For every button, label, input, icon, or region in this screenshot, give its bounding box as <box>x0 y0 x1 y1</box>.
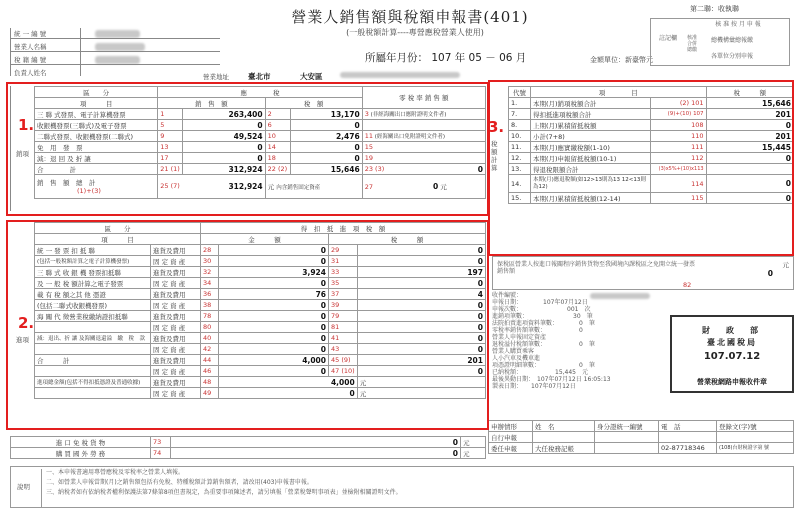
tax-reg-label: 稅 籍 編 號 <box>14 56 47 64</box>
sales-header-category: 區 分 <box>35 87 158 98</box>
field-code: 31 <box>329 256 358 267</box>
taxcalc-header-code: 代號 <box>509 87 531 98</box>
purchase-sub: 固 定 資 產 <box>151 256 201 267</box>
field-code: 13 <box>158 142 183 153</box>
field-code: 73 <box>151 437 171 448</box>
receipt-line: 已納稅額： 15,445 元 <box>492 369 588 376</box>
sales-header-tax: 稅 額 <box>265 98 362 109</box>
address-value: 臺北市 <box>248 72 271 81</box>
purchase-sub: 固 定 資 產 <box>151 388 201 399</box>
purchase-label: 減：退出、折 讓 及海關退還溢 繳 稅 款 <box>35 333 151 344</box>
form-title: 營業人銷售額與稅額申報書(401) <box>291 8 529 26</box>
sales-tax: 2,476 <box>290 131 362 142</box>
notes-block <box>10 466 794 508</box>
purchase-tax: 0 <box>357 333 485 344</box>
purchase-amount: 0 <box>219 344 329 355</box>
taxcalc-code: 7. <box>509 109 531 120</box>
field-code: 47 (10) <box>329 366 358 377</box>
taxcalc-item: 得扣抵進項稅額合計 <box>530 109 650 120</box>
purchase-header-tax: 稅 額 <box>329 234 486 245</box>
field-code: 30 <box>201 256 219 267</box>
purchase-amount: 4,000 <box>219 377 358 388</box>
taxcalc-item: 上期(月)累積留抵稅額 <box>530 120 650 131</box>
taxcalc-value: 15,445 <box>706 142 793 153</box>
sales-amount: 0 <box>183 153 265 164</box>
purchase-label: (包括一般稅額計算之電子計算機發票) <box>35 256 151 267</box>
filing-method-box <box>650 18 790 66</box>
unit-label: 元 <box>461 448 486 459</box>
taxcalc-header-tax: 稅 額 <box>706 87 793 98</box>
receipt-line: 進銷項筆數： 30 筆 <box>492 313 593 320</box>
field-code: 82 <box>683 281 692 289</box>
purchase-sub: 進貨及費用 <box>151 267 201 278</box>
purchase-tax: 0 <box>357 344 485 355</box>
bonded-note: 保稅區營業人按進口報關程序銷售貨物至我國境內課稅區之免開立統一發票銷售額 <box>497 261 696 275</box>
field-code: (9)+(10) 107 <box>650 109 706 120</box>
unit-label: 元 <box>461 437 486 448</box>
field-code: 1 <box>158 109 183 120</box>
field-code: 18 <box>265 153 290 164</box>
field-code: 110 <box>650 131 706 142</box>
table-row <box>489 443 794 454</box>
field-code: 17 <box>158 153 183 164</box>
purchase-label: 及 一 般 稅 額計算之電子發票 <box>35 278 151 289</box>
method-label: 核 准 按 月 申 報 <box>715 21 761 28</box>
sales-header-zero: 零 稅 率 銷 售 額 <box>362 87 485 109</box>
foreign-service-label: 購 買 國 外 勞 務 <box>11 448 151 459</box>
receipt-line: 申報日期： 107年07月12日 <box>492 299 588 306</box>
address-label: 營業地址 <box>203 73 229 81</box>
taxcalc-code: 15. <box>509 193 531 204</box>
purchase-tax: 0 <box>357 278 485 289</box>
combined-label: 核准合併總繳 <box>687 35 698 53</box>
purchase-amount: 0 <box>219 300 329 311</box>
purchase-label: 合 計 <box>35 355 151 366</box>
purchase-tax: 0 <box>357 245 485 256</box>
company-name-label: 營業人名稱 <box>14 43 47 51</box>
highlight-box-taxcalc <box>488 80 794 256</box>
field-code: 6 <box>265 120 290 131</box>
sales-header-taxable: 應 稅 <box>158 87 362 98</box>
sales-amount: 0 <box>183 142 265 153</box>
purchase-amount: 76 <box>219 289 329 300</box>
period <box>365 50 526 65</box>
notes-label: 說明 <box>17 483 30 491</box>
purchase-label: 統 一 發 票 扣 抵 聯 <box>35 245 151 256</box>
sales-amount: 0 <box>183 120 265 131</box>
stamp-line: 營業稅網路申報收件章 <box>697 378 767 386</box>
receipt-line: 人小汽車及機車進 <box>492 355 541 362</box>
taxcalc-header-item: 項 目 <box>530 87 706 98</box>
unit-label: 元 <box>782 261 789 269</box>
sales-zero-total: 23 (3) 0 <box>362 164 485 175</box>
receipt-line: 營業人申報固定資產 <box>492 334 547 341</box>
sales-row-label: 免 用 發 票 <box>35 142 158 153</box>
field-code: 9 <box>158 131 183 142</box>
stamp-line: 財 政 部 <box>702 326 762 335</box>
purchase-tax: 0 <box>357 311 485 322</box>
table-row <box>11 448 486 459</box>
highlight-box-purchase <box>6 220 489 430</box>
masked-tax-reg <box>95 56 140 64</box>
field-code: 22 (2) <box>265 164 290 175</box>
purchase-sub: 進貨及費用 <box>151 333 201 344</box>
taxcalc-side-label: 稅額計算 <box>491 140 498 172</box>
taxcalc-value: 0 <box>706 120 793 131</box>
purchase-label: (包括二聯式收銀機發票) <box>35 300 151 311</box>
purchase-label: 載 有 稅 額之其 他 憑證 <box>35 289 151 300</box>
field-code: 21 (1) <box>158 164 183 175</box>
purchase-header-amount: 金 額 <box>201 234 329 245</box>
handler-header: 電 話 <box>659 421 717 432</box>
taxcalc-code: 12. <box>509 153 531 164</box>
purchase-header-main: 得 扣 抵 進 項 稅 額 <box>201 223 486 234</box>
receipt-line: 退稅溢付稅額筆數： 0 筆 <box>492 341 595 348</box>
taxcalc-code: 11. <box>509 142 531 153</box>
purchase-sub: 固 定 資 產 <box>151 278 201 289</box>
purchase-amount: 0 <box>219 366 329 377</box>
purchase-amount: 0 <box>219 322 329 333</box>
taxcalc-code: 8. <box>509 120 531 131</box>
sales-amount: 49,524 <box>183 131 265 142</box>
sales-zero-note: 3 (非經海關出口應附證明文件者) <box>362 109 485 120</box>
purchase-amount: 0 <box>219 333 329 344</box>
period-value: 107 年 05 － 06 月 <box>431 52 527 64</box>
purchase-amount: 0 <box>219 245 329 256</box>
stamp-date: 107.07.12 <box>703 351 761 362</box>
purchase-sub: 固 定 資 產 <box>151 300 201 311</box>
taxcalc-item: 本期(月)應實繳稅額(1-10) <box>530 142 650 153</box>
handler-header: 姓 名 <box>533 421 595 432</box>
sales-fixed-assets: 27 0 元 <box>362 175 485 199</box>
sales-header-amount: 銷 售 額 <box>158 98 265 109</box>
sales-total-cell: 25 (7) 312,924 <box>158 175 265 199</box>
unit-label: 元 <box>357 377 485 388</box>
form-subtitle: (一般稅額計算----專營應稅營業人使用) <box>346 28 484 37</box>
branch-filing: 各單位分別申報 <box>711 53 754 60</box>
masked-tax-id <box>95 30 140 38</box>
field-code: 29 <box>329 245 358 256</box>
taxcalc-code: 10. <box>509 131 531 142</box>
sales-tax: 0 <box>290 120 362 131</box>
purchase-header-item: 項 目 <box>35 234 201 245</box>
purchase-sub: 進貨及費用 <box>151 311 201 322</box>
taxcalc-value: 0 <box>706 153 793 164</box>
field-code: 79 <box>329 311 358 322</box>
receipt-line: 收件編號： <box>492 292 523 299</box>
field-code: (3)x5%+(10)x113 <box>650 164 706 175</box>
purchase-header-category: 區 分 <box>35 223 201 234</box>
table-row <box>11 437 486 448</box>
taxcalc-code: 1. <box>509 98 531 109</box>
sales-tax: 0 <box>290 142 362 153</box>
purchase-label: 海 關 代 徵營業稅繳納證扣抵聯 <box>35 311 151 322</box>
field-code: 35 <box>329 278 358 289</box>
receipt-block <box>492 292 667 390</box>
address-district: 大安區 <box>300 72 323 81</box>
handler-header: 登錄文(字)號 <box>717 421 794 432</box>
purchase-amount: 4,000 <box>219 355 329 366</box>
receipt-line: 零稅率銷售額筆數： 0 <box>492 327 583 334</box>
taxcalc-item: 本期(月)應退稅額(如12>13則為13 12<13則為12) <box>530 175 650 193</box>
agent-phone: 02-87718346 <box>659 443 717 454</box>
sales-tax: 15,646 <box>290 164 362 175</box>
sales-amount: 312,924 <box>183 164 265 175</box>
field-code: 14 <box>265 142 290 153</box>
purchase-amount: 0 <box>219 311 329 322</box>
field-code: 2 <box>265 109 290 120</box>
purchase-label: 三 聯 式 收 銀 機 發票扣抵聯 <box>35 267 151 278</box>
field-code: 39 <box>329 300 358 311</box>
taxcalc-item: 小計(7+8) <box>530 131 650 142</box>
receipt-line: 申報次數： 001 次 <box>492 306 591 313</box>
field-code: 108 <box>650 120 706 131</box>
field-code: 74 <box>151 448 171 459</box>
tax-id-label: 統 一 編 號 <box>14 30 47 38</box>
taxcalc-value: 201 <box>706 131 793 142</box>
field-code: 42 <box>201 344 219 355</box>
taxcalc-value: 15,646 <box>706 98 793 109</box>
field-code: 78 <box>201 311 219 322</box>
field-code: 10 <box>265 131 290 142</box>
agent-license: (108)台財稅證字第 號 <box>717 443 794 454</box>
sales-row-label: 三 聯 式發票、電子計算機發票 <box>35 109 158 120</box>
taxcalc-item: 本期(月)累積留抵稅額(12-14) <box>530 193 650 204</box>
purchase-tax: 0 <box>357 322 485 333</box>
field-code: 115 <box>650 193 706 204</box>
masked-company-name <box>95 43 145 51</box>
field-code: 32 <box>201 267 219 278</box>
handler-header: 申辦情形 <box>489 421 533 432</box>
foreign-service-value: 0 <box>171 448 461 459</box>
field-code: 111 <box>650 142 706 153</box>
sales-tax: 0 <box>290 153 362 164</box>
masked-address <box>340 72 460 78</box>
purchase-sub: 進貨及費用 <box>151 289 201 300</box>
field-code: 36 <box>201 289 219 300</box>
stamp-line: 臺北國稅局 <box>707 338 757 347</box>
copy-note: 第二聯：收執聯 <box>690 5 739 13</box>
agent-filing: 委任申報 <box>489 443 533 454</box>
sales-zero-note: 11 (經海關出口免附證明文件者) <box>362 131 485 142</box>
taxcalc-value: 0 <box>706 193 793 204</box>
import-value: 0 <box>171 437 461 448</box>
sales-total-label: 銷 售 額 總 計 (1)+(3) <box>35 175 158 199</box>
sales-side-label: 銷項 <box>16 150 29 158</box>
highlight-label-2: 2. <box>18 314 35 332</box>
sales-row-label: 合 計 <box>35 164 158 175</box>
purchase-sub: 進貨及費用 <box>151 355 201 366</box>
self-filing: 自行申報 <box>489 432 533 443</box>
purchase-sub: 進貨及費用 <box>151 377 201 388</box>
purchase-tax: 4 <box>357 289 485 300</box>
note-line: 三、納稅者如有依納稅者權利保護法第7條第8項但書規定，為重要事項陳述者，請另填報「營業稅聲明事項表」並檢附相關證明文件。 <box>46 489 402 496</box>
receipt-line: 法院拍賣進項資料筆數： 0 筆 <box>492 320 595 327</box>
field-code: 49 <box>201 388 219 399</box>
taxcalc-code: 14. <box>509 175 531 193</box>
field-code: 15 <box>362 142 485 153</box>
purchase-tax: 0 <box>357 366 485 377</box>
receipt-stamp <box>670 315 794 393</box>
purchase-amount: 0 <box>219 388 358 399</box>
receipt-line: 項憑證明細筆數： 0 筆 <box>492 362 595 369</box>
taxcalc-code: 13. <box>509 164 531 175</box>
field-code: 48 <box>201 377 219 388</box>
field-code: 28 <box>201 245 219 256</box>
receipt-line: 最後異動日期： 107年07月12日 16:05:13 <box>492 376 611 383</box>
table-row <box>489 432 794 443</box>
field-code: (2) 101 <box>650 98 706 109</box>
handler-header: 身分證統一編號 <box>595 421 659 432</box>
field-code: 33 <box>329 267 358 278</box>
purchase-amount: 0 <box>219 278 329 289</box>
receipt-line: 營業人購買乘客 <box>492 348 535 355</box>
sales-tax: 13,170 <box>290 109 362 120</box>
sales-row-label: 二聯式發票、收銀機發票(二聯式) <box>35 131 158 142</box>
purchase-tax: 201 <box>357 355 485 366</box>
field-code: 44 <box>201 355 219 366</box>
import-label: 進 口 免 稅 貨 物 <box>11 437 151 448</box>
purchase-tax: 197 <box>357 267 485 278</box>
highlight-label-1: 1. <box>18 116 35 134</box>
field-code: 37 <box>329 289 358 300</box>
purchase-sub: 固 定 資 產 <box>151 322 201 333</box>
field-code: 38 <box>201 300 219 311</box>
taxcalc-value: 201 <box>706 109 793 120</box>
highlight-box-sales <box>6 82 489 216</box>
taxcalc-item: 本期(月)銷項稅額合計 <box>530 98 650 109</box>
filing-handler-table <box>488 420 794 454</box>
purchase-sub: 固 定 資 產 <box>151 344 201 355</box>
field-code: 46 <box>201 366 219 377</box>
hq-filing: 總機構彙總報繳 <box>711 37 754 44</box>
field-code: 45 (9) <box>329 355 358 366</box>
field-code: 40 <box>201 333 219 344</box>
field-code: 19 <box>362 153 485 164</box>
sales-row-label: 減：退 回 及 折 讓 <box>35 153 158 164</box>
field-code: 114 <box>650 175 706 193</box>
note-line: 二、如營業人申報當期(月)之銷售額包括有免稅、特種稅額計算銷售額者，請改用(403)申報書申報。 <box>46 479 313 486</box>
sales-total-note: 元 內含銷售固定資產 <box>265 175 362 199</box>
note-line: 一、本申報書適用專營應稅及零稅率之營業人填報。 <box>46 469 185 476</box>
taxcalc-item: 本期(月)申報留抵稅額(10-1) <box>530 153 650 164</box>
field-code: 5 <box>158 120 183 131</box>
sales-header-item: 項 目 <box>35 98 158 109</box>
taxcalc-item: 得退稅限額合計 <box>530 164 650 175</box>
purchase-tax: 0 <box>357 300 485 311</box>
owner-label: 負責人姓名 <box>14 69 47 77</box>
unit-label: 元 <box>357 388 485 399</box>
purchase-tax: 0 <box>357 256 485 267</box>
field-code: 41 <box>329 333 358 344</box>
bonded-zone-box <box>492 256 794 290</box>
purchase-amount: 0 <box>219 256 329 267</box>
purchase-label: 進項總金額(包括不得扣抵憑證及普通收據) <box>35 377 151 388</box>
bonded-value: 0 <box>767 269 773 278</box>
field-code: 34 <box>201 278 219 289</box>
masked-receipt-no <box>590 293 650 299</box>
highlight-label-3: 3. <box>488 118 505 136</box>
field-code: 112 <box>650 153 706 164</box>
field-code: 43 <box>329 344 358 355</box>
field-code: 80 <box>201 322 219 333</box>
sales-amount: 263,400 <box>183 109 265 120</box>
field-code: 81 <box>329 322 358 333</box>
receipt-line: 製表日期： 107年07月12日 <box>492 383 576 390</box>
unit-note: 金額單位：新臺幣元 <box>590 56 653 64</box>
purchase-sub: 進貨及費用 <box>151 245 201 256</box>
purchase-sub: 固 定 資 產 <box>151 366 201 377</box>
side-label: 註記欄 <box>659 35 678 42</box>
purchase-side-label: 進項 <box>16 336 29 344</box>
period-label: 所屬年月份： <box>365 52 428 64</box>
purchase-amount: 3,924 <box>219 267 329 278</box>
bottom-extra-table <box>10 436 486 459</box>
agent-name: 大任稅務記帳 <box>533 443 595 454</box>
sales-row-label: 收銀機發票(三聯式)及電子發票 <box>35 120 158 131</box>
taxcalc-value: 0 <box>706 175 793 193</box>
